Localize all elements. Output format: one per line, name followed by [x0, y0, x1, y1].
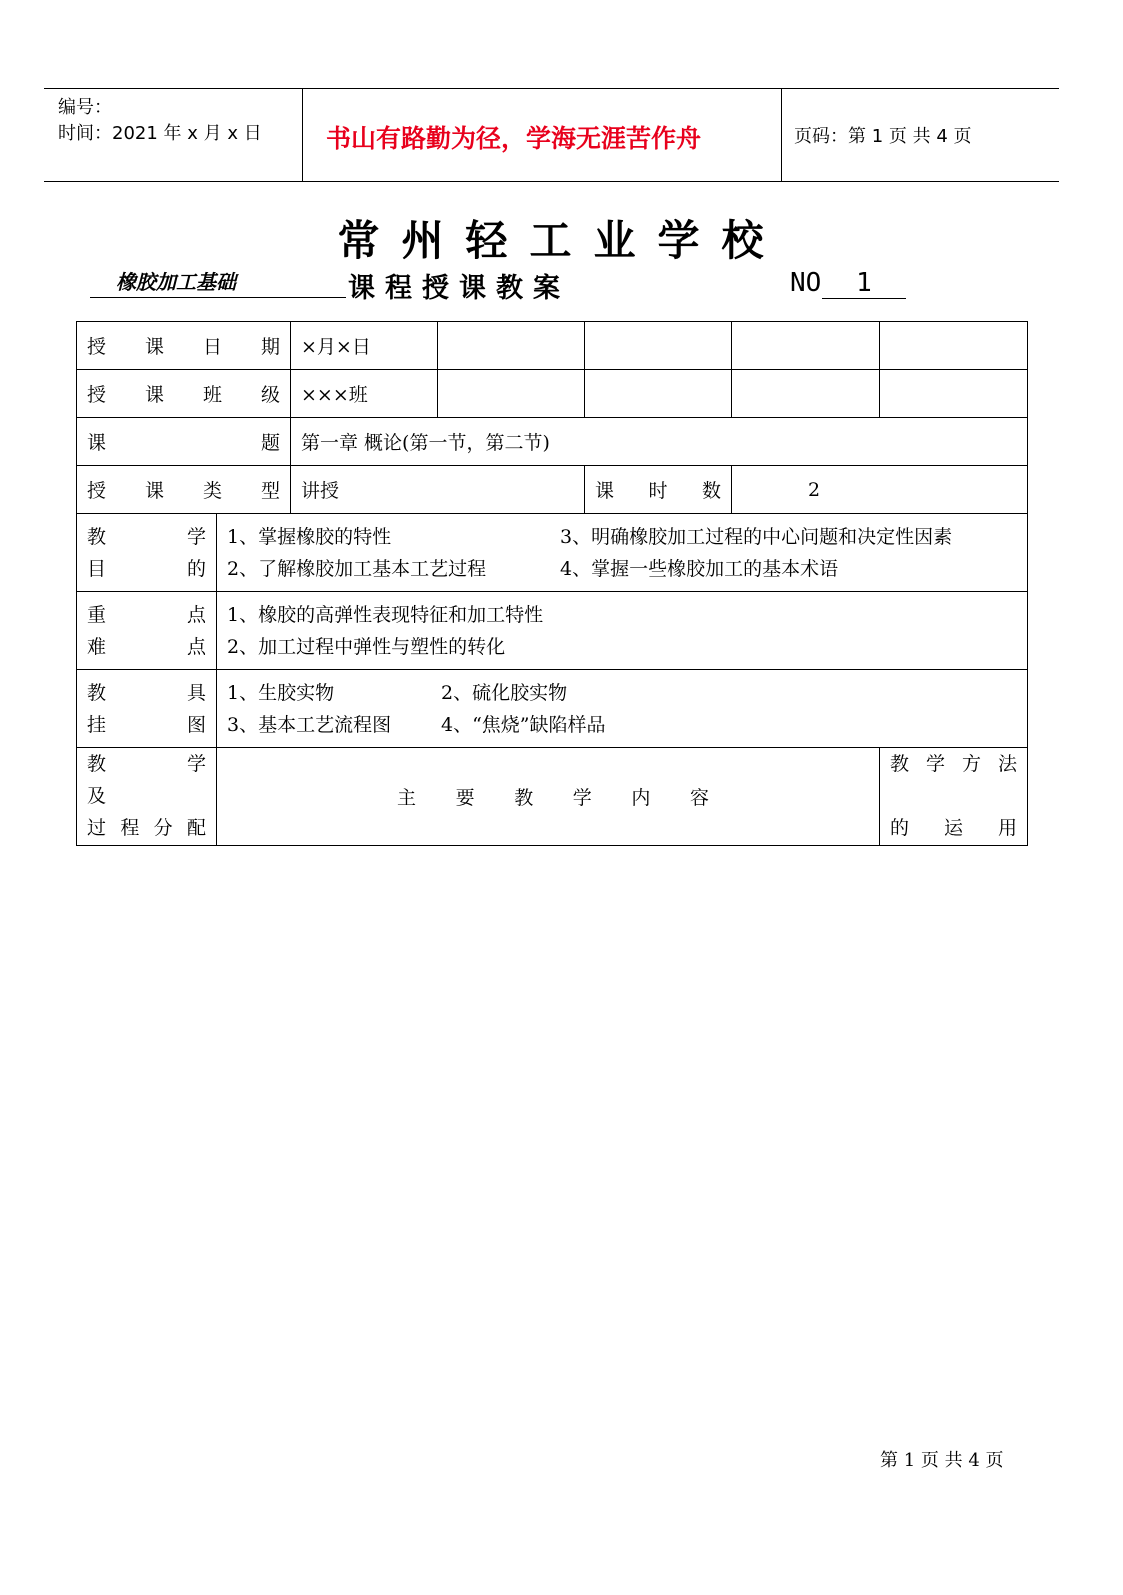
- label-char: 挂: [87, 713, 107, 736]
- label-char: 时: [648, 480, 668, 502]
- label-char: 图: [186, 713, 206, 736]
- lesson-plan-table: [76, 321, 1028, 846]
- school-name: 常州轻工业学校: [337, 216, 786, 265]
- label-char: 教: [87, 681, 107, 704]
- label-char: 课: [595, 480, 615, 502]
- label-char: 难: [87, 635, 107, 658]
- aid-item: 1、生胶实物: [227, 681, 335, 704]
- label-char: 学: [186, 525, 206, 548]
- topic-label-cell: [77, 418, 291, 466]
- number-label: NO: [790, 268, 822, 298]
- header-divider: [781, 89, 782, 181]
- label-char: 日: [202, 336, 222, 358]
- aid-item: 2、硫化胶实物: [441, 681, 568, 704]
- label-char: 重: [87, 603, 107, 626]
- goal-item: 2、了解橡胶加工基本工艺过程: [227, 557, 487, 580]
- label-char: 学: [186, 753, 206, 775]
- label-char: 学: [925, 753, 945, 775]
- label-char: 课: [144, 336, 164, 358]
- label-char: 目: [87, 557, 107, 580]
- header-char: 要: [455, 787, 475, 809]
- table-row: [77, 418, 1028, 466]
- aid-label-cell: [77, 670, 217, 748]
- label-char: 点: [186, 635, 206, 658]
- label-char: 型: [260, 480, 280, 502]
- date-label-cell: [77, 322, 291, 370]
- empty-cell: [585, 322, 732, 370]
- label-char: 题: [260, 432, 280, 454]
- time-field: 时间：2021 年 x 月 x 日: [58, 123, 262, 144]
- empty-cell: [732, 322, 880, 370]
- table-row: [77, 670, 1028, 748]
- goal-label-cell: [77, 514, 217, 592]
- keys-cell: [217, 592, 1028, 670]
- header-char: 教: [514, 787, 534, 809]
- label-char: 授: [87, 384, 107, 406]
- key-item: 2、加工过程中弹性与塑性的转化: [227, 635, 506, 658]
- header-char: 学: [572, 787, 592, 809]
- serial-number: 编号：: [58, 97, 112, 118]
- label-char: 的: [890, 817, 910, 839]
- page-info: 页码：第 1 页 共 4 页: [794, 126, 972, 147]
- label-char: 过: [87, 817, 107, 839]
- label-char: 教: [87, 753, 107, 775]
- label-char: 班: [202, 384, 222, 406]
- label-char: 方: [961, 753, 981, 775]
- label-char: 用: [997, 817, 1017, 839]
- key-label-cell: [77, 592, 217, 670]
- table-row: [77, 748, 1028, 846]
- page-footer: 第 1 页 共 4 页: [880, 1450, 1004, 1471]
- empty-cell: [880, 370, 1028, 418]
- label-char: 教: [87, 525, 107, 548]
- label-char: 点: [186, 603, 206, 626]
- label-char: 分: [153, 817, 173, 839]
- goal-item: 1、掌握橡胶的特性: [227, 525, 392, 548]
- label-char: 配: [186, 817, 206, 839]
- table-row: [77, 466, 1028, 514]
- empty-cell: [585, 370, 732, 418]
- aid-item: 4、“焦烧”缺陷样品: [441, 713, 606, 736]
- header-char: 主: [397, 787, 417, 809]
- label-char: 的: [186, 557, 206, 580]
- label-char: 级: [260, 384, 280, 406]
- goal-item: 3、明确橡胶加工过程的中心问题和决定性因素: [560, 525, 953, 548]
- label-char: 授: [87, 480, 107, 502]
- label-char: 教: [890, 753, 910, 775]
- class-value: ×××班: [291, 370, 438, 418]
- header-char: 容: [689, 787, 709, 809]
- process-label-cell: [77, 748, 217, 846]
- header-char: 内: [631, 787, 651, 809]
- label-char: 数: [701, 480, 721, 502]
- motto: 书山有路勤为径，学海无涯苦作舟: [326, 124, 702, 153]
- class-label-cell: [77, 370, 291, 418]
- label-char: 法: [997, 753, 1017, 775]
- label-char: 具: [186, 681, 206, 704]
- course-name: 橡胶加工基础: [90, 266, 346, 298]
- hours-value: 2: [732, 466, 1028, 514]
- label-char: 程: [120, 817, 140, 839]
- label-char: 类: [202, 480, 222, 502]
- content-header-cell: [217, 748, 880, 846]
- label-char: 期: [260, 336, 280, 358]
- header-divider: [302, 89, 303, 181]
- method-label-cell: [880, 748, 1028, 846]
- document-header: [44, 88, 1059, 182]
- number-value: 1: [822, 266, 906, 299]
- goal-item: 4、掌握一些橡胶加工的基本术语: [560, 557, 839, 580]
- label-char: 授: [87, 336, 107, 358]
- label-char: 课: [144, 480, 164, 502]
- table-row: [77, 322, 1028, 370]
- key-item: 1、橡胶的高弹性表现特征和加工特性: [227, 603, 544, 626]
- table-row: [77, 514, 1028, 592]
- label-char: 及: [87, 785, 107, 807]
- type-label-cell: [77, 466, 291, 514]
- date-value: ×月×日: [291, 322, 438, 370]
- empty-cell: [438, 370, 585, 418]
- label-char: 课: [87, 432, 107, 454]
- empty-cell: [438, 322, 585, 370]
- hours-label-cell: [585, 466, 732, 514]
- goals-cell: [217, 514, 1028, 592]
- aid-item: 3、基本工艺流程图: [227, 713, 392, 736]
- label-char: 课: [144, 384, 164, 406]
- empty-cell: [732, 370, 880, 418]
- topic-value: 第一章 概论(第一节，第二节): [291, 418, 1028, 466]
- empty-cell: [880, 322, 1028, 370]
- plan-title: 课程授课教案: [348, 273, 570, 304]
- label-char: 运: [943, 817, 963, 839]
- table-row: [77, 370, 1028, 418]
- aids-cell: [217, 670, 1028, 748]
- type-value: 讲授: [291, 466, 585, 514]
- table-row: [77, 592, 1028, 670]
